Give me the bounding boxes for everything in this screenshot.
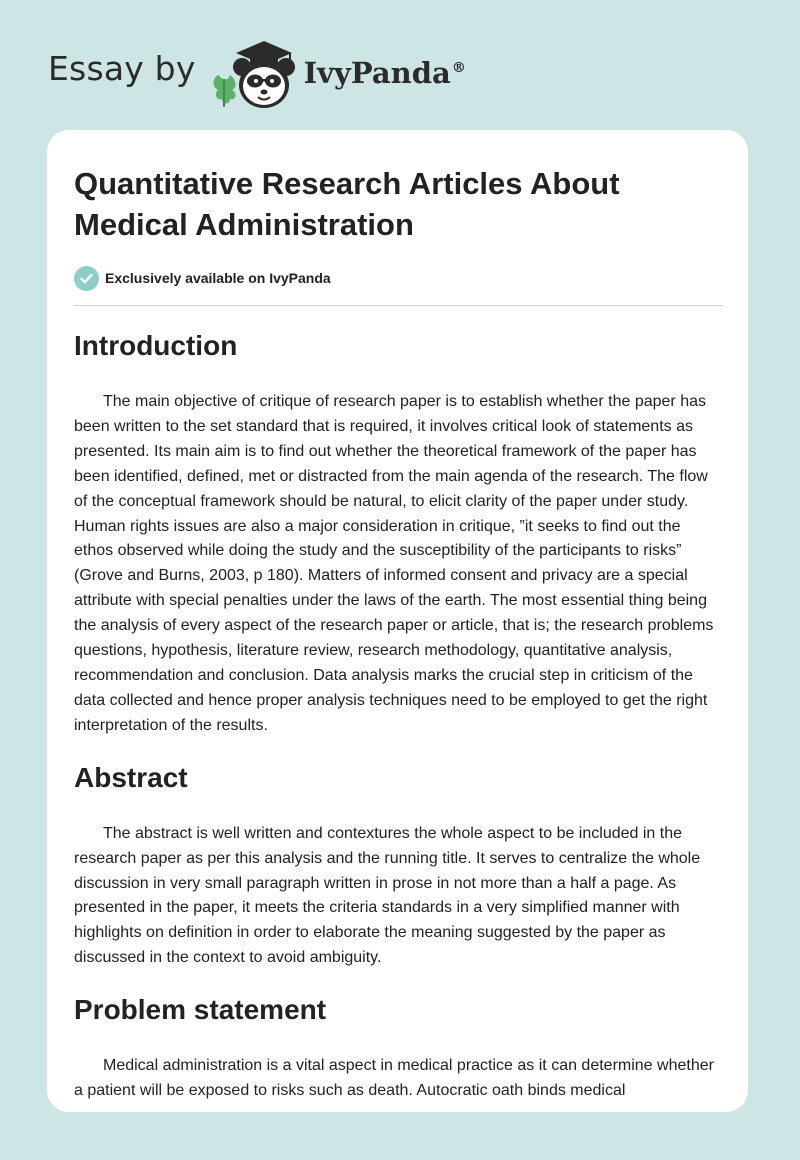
- panda-graduate-logo-icon: [210, 35, 302, 113]
- essay-card: [47, 130, 748, 1112]
- section-heading: Introduction: [74, 330, 238, 361]
- essay-title: Quantitative Research Articles About Medical Administration: [74, 166, 620, 242]
- section-paragraph: Medical administration is a vital aspect in medical practice as it can determine whether a patient will be exposed to risks such as death. Autocratic oath binds medical: [74, 1057, 714, 1100]
- section-paragraph: The main objective of critique of research paper is to establish whether the paper has been written to the set standard that is required, it involves critical look of statements as presented. Its main aim is to find out whether the theoretical framework of the paper has been identified, defined, met or distracted from the main agenda of the research. The flow of the conceptual framework should be natural, to elicit clarity of the paper under study. Human rights issues are also a major consideration in critique, ”it seeks to find out the ethos observed while doing the study and the susceptibility of the participants to risks” (Grove and Burns, 2003, p 180). Matters of informed consent and privacy are a special attribute with special penalties under the laws of the earth. The most essential thing being the analysis of every aspect of the research paper or article, that is; the research problems questions, hypothesis, literature review, research methodology, quantitative analysis, recommendation and conclusion. Data analysis marks the crucial step in criticism of the data collected and hence proper analysis techniques need to be employed to get the right interpretation of the results.: [74, 393, 714, 734]
- registered-mark: ®: [451, 60, 466, 77]
- brand-prefix: Essay by: [48, 48, 196, 88]
- section-abstract: [74, 761, 723, 971]
- exclusive-badge: [74, 265, 723, 291]
- section-paragraph: The abstract is well written and contextures the whole aspect to be included in the research paper as per this analysis and the running title. It serves to centralize the whole discussion in very small paragraph written in prose in not more than a half a page. As presented in the paper, it meets the criteria standards in a very simplified manner with highlights on definition in order to elaborate the meaning suggested by the paper as discussed in the context to avoid ambiguity.: [74, 824, 701, 967]
- essay-content: [74, 163, 723, 1104]
- brand-name: IvyPanda®: [303, 56, 466, 90]
- section-introduction: [74, 329, 723, 739]
- ivy-leaf-icon: [213, 75, 235, 107]
- section-heading: Abstract: [74, 761, 188, 793]
- section-problem-statement: [74, 993, 723, 1104]
- exclusive-label: Exclusively available on IvyPanda: [105, 270, 331, 286]
- title-divider: [74, 305, 723, 306]
- check-icon: [74, 266, 99, 291]
- section-heading: Problem statement: [74, 994, 327, 1026]
- brand-header: [48, 34, 466, 114]
